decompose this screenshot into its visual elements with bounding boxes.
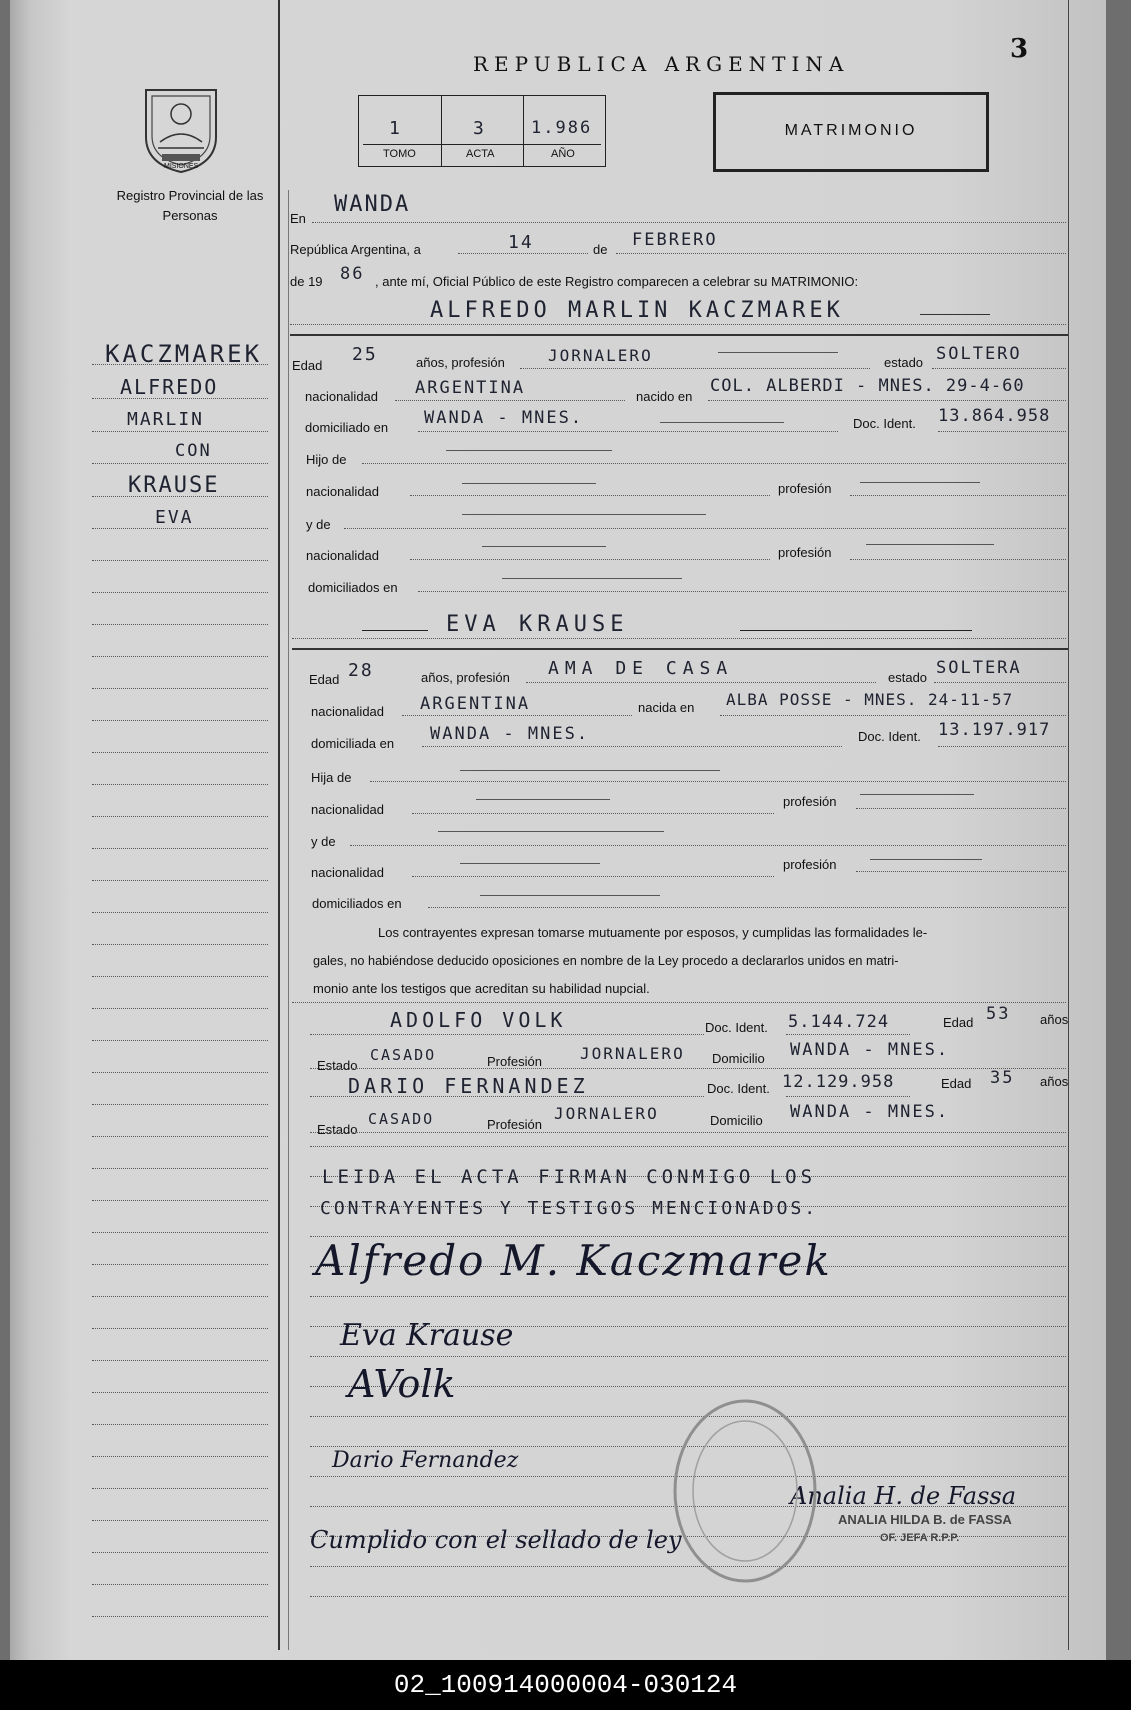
year-suffix: 86 — [340, 264, 365, 284]
witness-edad: 53 — [986, 1004, 1011, 1024]
margin-note-line: CON — [175, 441, 212, 461]
groom-nac2-label: nacionalidad — [306, 548, 380, 563]
bride-signature: Eva Krause — [340, 1318, 514, 1353]
country-title: REPUBLICA ARGENTINA — [473, 52, 850, 76]
groom-nac1-label: nacionalidad — [306, 484, 380, 499]
margin-divider — [278, 0, 280, 1650]
witness-doc: 5.144.724 — [788, 1012, 890, 1032]
sellado-note: Cumplido con el sellado de ley — [310, 1526, 682, 1554]
bride-name: EVA KRAUSE — [446, 612, 629, 637]
acta-label: ACTA — [466, 148, 495, 160]
declaration-line: gales, no habiéndose deducido oposiciones en nombre de la Ley procedo a declararlos unidos en matri- — [313, 954, 899, 968]
groom-hijo-label: Hijo de — [306, 452, 347, 467]
acta-value: 3 — [473, 118, 486, 139]
groom-domicilio: WANDA - MNES. — [424, 408, 584, 428]
bride-doc-label: Doc. Ident. — [858, 729, 921, 744]
witness-estado-label: Estado — [317, 1122, 358, 1137]
closing-line: LEIDA EL ACTA FIRMAN CONMIGO LOS — [322, 1166, 817, 1188]
groom-nacido: COL. ALBERDI - MNES. 29-4-60 — [710, 376, 1025, 396]
bride-profesion: AMA DE CASA — [548, 658, 734, 679]
groom-domicilio-label: domiciliado en — [305, 420, 389, 435]
declaration-line: Los contrayentes expresan tomarse mutuamente por esposos, y cumplidas las formalidades le- — [378, 925, 928, 940]
groom-estado-label: estado — [884, 355, 924, 370]
groom-doc-label: Doc. Ident. — [853, 416, 916, 431]
witness-edad: 35 — [990, 1068, 1015, 1088]
witness-domicilio-label: Domicilio — [710, 1113, 763, 1128]
groom-nacido-label: nacido en — [636, 389, 693, 404]
registry-label: Registro Provincial de las Personas — [116, 188, 264, 223]
groom-nacionalidad: ARGENTINA — [415, 378, 526, 398]
ano-label: AÑO — [551, 148, 575, 160]
bride-nacida-label: nacida en — [638, 700, 695, 715]
witness-estado: CASADO — [370, 1046, 437, 1064]
groom-edad: 25 — [352, 344, 378, 365]
witness-anos-label: años — [1040, 1012, 1069, 1027]
bride-nac2-label: nacionalidad — [311, 865, 385, 880]
margin-note-line: KACZMAREK — [105, 340, 263, 368]
witness-name: ADOLFO VOLK — [390, 1008, 567, 1032]
groom-prof1-label: profesión — [778, 481, 832, 496]
witness-edad-label: Edad — [941, 1076, 972, 1091]
closing-line: CONTRAYENTES Y TESTIGOS MENCIONADOS. — [320, 1198, 819, 1219]
tomo-acta-box — [358, 95, 606, 167]
ano-value: 1.986 — [531, 118, 593, 138]
groom-name-line — [920, 314, 990, 315]
republica-label: República Argentina, a — [290, 242, 421, 257]
right-border — [1068, 0, 1069, 1650]
de-label: de — [593, 242, 608, 257]
groom-signature: Alfredo M. Kaczmarek — [315, 1236, 832, 1285]
bride-nacionalidad: ARGENTINA — [420, 694, 531, 714]
witness-doc-label: Doc. Ident. — [707, 1081, 770, 1096]
official-stamp-title: OF. JEFA R.P.P. — [880, 1532, 960, 1544]
day: 14 — [508, 232, 534, 253]
groom-estado: SOLTERO — [936, 344, 1022, 364]
groom-edad-label: Edad — [292, 358, 323, 373]
margin-divider-2 — [288, 190, 289, 1650]
place: WANDA — [334, 192, 411, 217]
witness-estado-label: Estado — [317, 1058, 358, 1073]
witness-edad-label: Edad — [943, 1015, 974, 1030]
witness2-signature: Dario Fernandez — [332, 1448, 519, 1473]
witness-profesion: JORNALERO — [554, 1104, 659, 1123]
groom-yde-label: y de — [306, 517, 331, 532]
witness-profesion-label: Profesión — [487, 1117, 542, 1132]
tomo-value: 1 — [389, 118, 402, 139]
groom-profesion: JORNALERO — [548, 346, 653, 365]
witness-anos-label: años — [1040, 1074, 1069, 1089]
footer-id: 02_100914000004-030124 — [0, 1660, 1131, 1710]
bride-nac1-label: nacionalidad — [311, 802, 385, 817]
margin-note-line: ALFREDO — [120, 375, 219, 399]
bride-estado: SOLTERA — [936, 658, 1022, 678]
groom-prof2-label: profesión — [778, 545, 832, 560]
year-prefix: de 19 — [290, 274, 323, 289]
bride-hija-label: Hija de — [311, 770, 352, 785]
month: FEBRERO — [632, 230, 718, 250]
bride-nacionalidad-label: nacionalidad — [311, 704, 385, 719]
declaration-line: monio ante los testigos que acreditan su habilidad nupcial. — [313, 981, 650, 996]
margin-note-line: KRAUSE — [128, 473, 220, 498]
bride-prof1-label: profesión — [783, 794, 837, 809]
bride-estado-label: estado — [888, 670, 928, 685]
bride-domicilio-label: domiciliada en — [311, 736, 395, 751]
bride-nacida: ALBA POSSE - MNES. 24-11-57 — [726, 690, 1014, 709]
round-stamp — [670, 1396, 820, 1586]
bride-doc: 13.197.917 — [938, 720, 1051, 740]
groom-domiciliados-label: domiciliados en — [308, 580, 398, 595]
witness1-signature: AVolk — [348, 1362, 456, 1406]
witness-profesion-label: Profesión — [487, 1054, 542, 1069]
record-type: MATRIMONIO — [784, 122, 918, 139]
tomo-label: TOMO — [383, 148, 416, 160]
bride-profesion-label: años, profesión — [421, 670, 510, 685]
groom-profesion-label: años, profesión — [416, 355, 505, 370]
document-page — [10, 0, 1106, 1660]
groom-nacionalidad-label: nacionalidad — [305, 389, 379, 404]
official-signature: Analia H. de Fassa — [790, 1482, 1017, 1510]
bride-edad-label: Edad — [309, 672, 340, 687]
witness-domicilio: WANDA - MNES. — [790, 1102, 950, 1122]
groom-name: ALFREDO MARLIN KACZMAREK — [430, 298, 844, 323]
witness-doc-label: Doc. Ident. — [705, 1020, 768, 1035]
witness-domicilio: WANDA - MNES. — [790, 1040, 950, 1060]
witness-estado: CASADO — [368, 1110, 435, 1128]
groom-doc: 13.864.958 — [938, 406, 1051, 426]
bride-yde-label: y de — [311, 834, 336, 849]
bride-prof2-label: profesión — [783, 857, 837, 872]
witness-domicilio-label: Domicilio — [712, 1051, 765, 1066]
margin-note-line: MARLIN — [127, 409, 205, 430]
witness-doc: 12.129.958 — [782, 1072, 895, 1092]
page-number: 3 — [1010, 34, 1029, 64]
witness-name: DARIO FERNANDEZ — [348, 1074, 589, 1098]
margin-note-line: EVA — [155, 507, 194, 528]
matrimonio-box — [713, 92, 989, 172]
province-seal — [138, 82, 224, 174]
seal-text: MISIONES — [164, 163, 199, 170]
intro-text: , ante mí, Oficial Público de este Registro comparecen a celebrar su MATRIMONIO: — [375, 274, 859, 289]
en-label: En — [290, 211, 306, 226]
bride-domicilio: WANDA - MNES. — [430, 724, 590, 744]
official-stamp-name: ANALIA HILDA B. de FASSA — [838, 1512, 1012, 1527]
bride-domiciliados-label: domiciliados en — [312, 896, 402, 911]
witness-profesion: JORNALERO — [580, 1044, 685, 1063]
bride-edad: 28 — [348, 660, 374, 681]
